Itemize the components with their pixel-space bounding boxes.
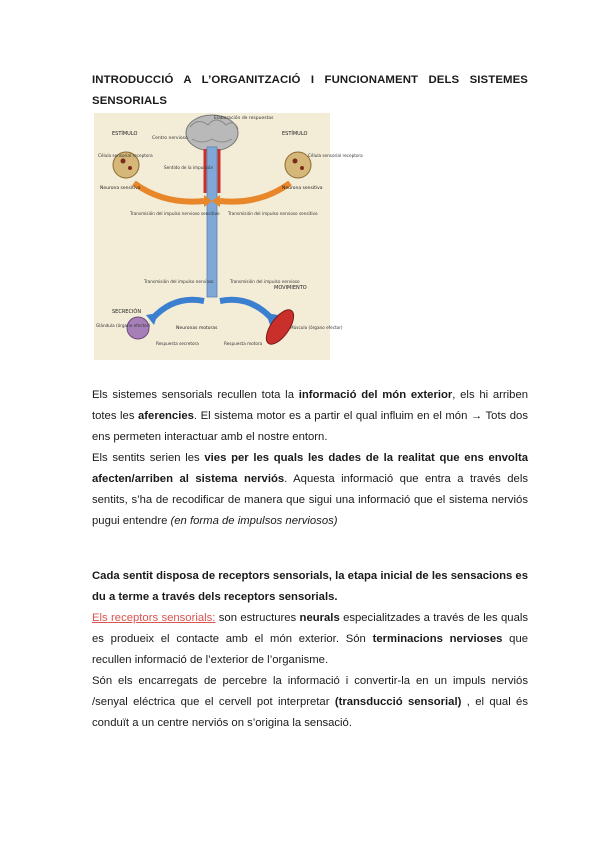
p2-text-1: Els sentits serien les [92, 452, 205, 464]
intro-paragraphs [92, 385, 528, 532]
label-elaboracion: Elaboración de respuestas [214, 116, 274, 121]
label-neurona-sens-right: Neurona sensitiva [282, 186, 323, 191]
p1-text-1: Els sistemes sensorials recullen tota la [92, 389, 299, 401]
p3-text-2: especialitzades a través de les quals es produeix el contacte amb el món exterior. Són [92, 612, 529, 645]
label-trans-left: Transmisión del impulso nervioso sensitivo [130, 211, 220, 216]
paragraph-2 [92, 448, 528, 532]
p4-bold-1: (transducció sensorial) [334, 696, 462, 708]
p1-bold-2: aferencies [138, 410, 194, 422]
label-sentido: Sentido de la impulsión [164, 165, 214, 170]
p2-text-2: . Aquesta informació que entra a través dels sentits, s’ha de recodificar de manera que sigui una informació que el sistema nerviós pugui entendre [92, 473, 528, 527]
p2-italic-1: (en forma de impulsos nerviosos) [170, 515, 338, 527]
label-musculo: Músculo (órgano efector) [290, 325, 343, 330]
receptors-link[interactable]: Els receptors sensorials: [92, 612, 216, 624]
label-estimulo-right: ESTÍMULO [282, 131, 308, 137]
p3-text-1: son estructures [215, 612, 300, 624]
page-title: INTRODUCCIÓ A L’ORGANITZACIÓ I FUNCIONAMENT DELS SISTEMES SENSORIALS [92, 74, 528, 107]
paragraph-1 [92, 385, 528, 448]
label-trans-motor-right: Transmisión del impulso nervioso [230, 279, 300, 284]
paragraph-4 [92, 671, 528, 734]
label-centro: Centro nervioso [152, 136, 188, 141]
label-trans-motor-left: Transmisión del impulso nervioso [144, 279, 214, 284]
label-glandula: Glándula (órgano efector) [96, 323, 151, 328]
label-celula-right: Célula sensorial receptora [308, 153, 363, 158]
diagram-svg [94, 113, 363, 360]
p1-bold-1: informació del món exterior [298, 389, 453, 401]
label-estimulo-left: ESTÍMULO [112, 131, 138, 137]
receptors-section [92, 566, 528, 734]
p3-bold-1: neurals [299, 612, 340, 624]
label-trans-right: Transmisión del impulso nervioso sensitivo [228, 211, 318, 216]
label-respuesta-secretora: Respuesta secretora [156, 341, 199, 346]
p1-text-2: , els hi arriben totes les [92, 389, 529, 422]
sensory-system-diagram [94, 113, 363, 360]
p4-text-1: Són els encarregats de percebre la informació i convertir-la en un impuls nerviós /senyal eléctrica que el cervell pot interpretar [92, 675, 528, 708]
label-secrecion: SECRECIÓN [112, 309, 142, 315]
label-neurona-sens-left: Neurona sensitiva [100, 186, 141, 191]
section-heading [92, 566, 528, 608]
label-movimiento: MOVIMIENTO [274, 285, 307, 291]
p3-text-3: que recullen informació de l’exterior de l’organisme. [92, 633, 529, 666]
p1-text-3: . El sistema motor es a partir el qual influim en el món → Tots dos ens permeten interactuar amb el nostre entorn. [92, 410, 528, 443]
p4-text-2: , el qual és conduït a un centre nerviós on s’origina la sensació. [92, 696, 528, 729]
paragraph-3 [92, 608, 528, 671]
p3-bold-2: terminacions nervioses [372, 633, 503, 645]
label-neuronas-motoras: Neuronas motoras [176, 326, 218, 331]
section-heading-text: Cada sentit disposa de receptors sensorials, la etapa inicial de les sensacions es du a terme a través dels receptors sensorials. [92, 570, 528, 603]
p2-bold-1: vies per les quals les dades de la realitat que ens envolta afecten/arriben al sistema nerviós [92, 452, 529, 485]
label-celula-left: Célula sensorial receptora [98, 153, 153, 158]
label-respuesta-motora: Respuesta motora [224, 341, 263, 346]
